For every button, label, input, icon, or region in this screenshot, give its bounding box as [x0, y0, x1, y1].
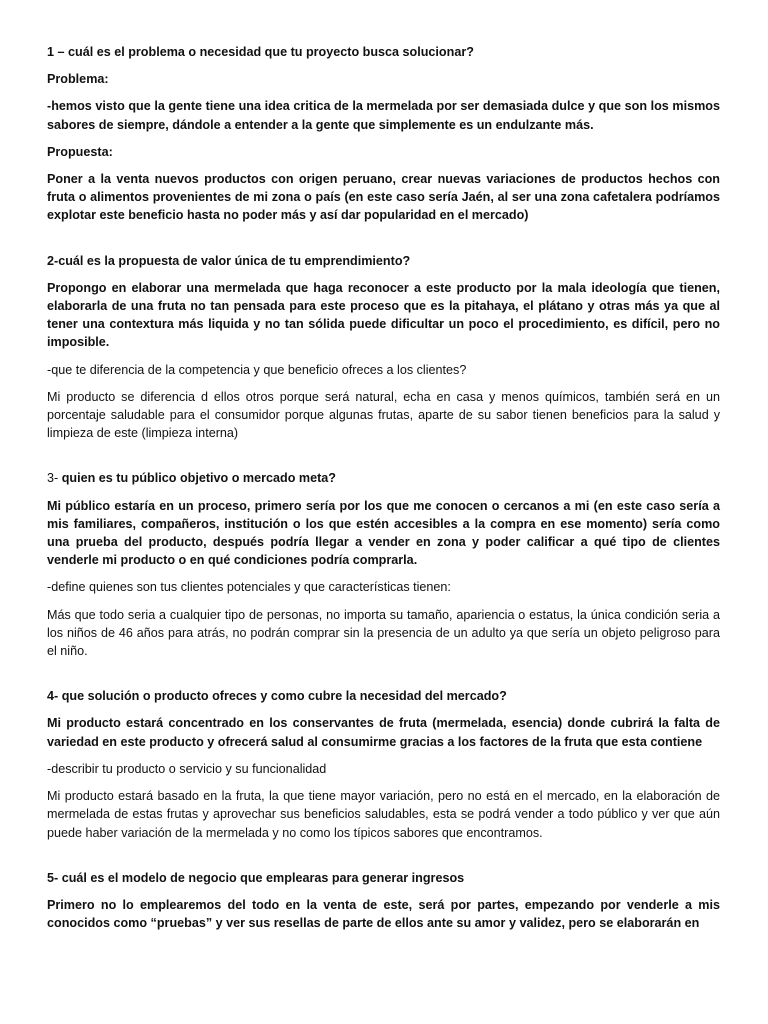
- question-1-heading: 1 – cuál es el problema o necesidad que tu proyecto busca solucionar?: [47, 45, 474, 59]
- question-4-subanswer: Mi producto estará basado en la fruta, la que tiene mayor variación, pero no está en el mercado, en la elaboración de mermelada de estas frutas y aprovechar sus beneficios saludables, esta se podrá vender a todo público y ver que aún puede haber variación de la mermelada y no como los típicos sabores que encontramos.: [47, 789, 720, 840]
- section-spacer: [47, 669, 720, 687]
- section-spacer: [47, 234, 720, 252]
- document-page: [47, 43, 720, 941]
- question-2-heading: 2-cuál es la propuesta de valor única de tu emprendimiento?: [47, 253, 411, 268]
- question-4-heading: 4- que solución o producto ofreces y como cubre la necesidad del mercado?: [47, 689, 507, 704]
- question-2-subquestion: -que te diferencia de la competencia y que beneficio ofreces a los clientes?: [47, 362, 467, 377]
- question-3-subanswer: Más que todo seria a cualquier tipo de personas, no importa su tamaño, apariencia o estatus, la única condición seria a los niños de 46 años para atrás, no podrán comprar sin la presencia de un adulto ya que sería un objeto peligroso para el niño.: [47, 607, 720, 659]
- question-3-answer: Mi público estaría en un proceso, primero sería por los que me conocen o cercanos a mi (en este caso sería a mis familiares, compañeros, institución o los que estén accesibles a la compra en ese momento) sería como una prueba del producto, después podría llegar a vender en zona y poder calificar a qué tipo de clientes venderle mi producto o en qué condiciones podría comprarla.: [47, 498, 720, 568]
- proposal-label: Propuesta:: [47, 144, 113, 159]
- section-spacer: [47, 451, 720, 469]
- problem-label: Problema:: [47, 72, 109, 87]
- proposal-text: Poner a la venta nuevos productos con origen peruano, crear nuevas variaciones de productos hechos con fruta o alimentos provenientes de mi zona o país (en este caso sería Jaén, al ser una zona cafetalera podríamos explotar este beneficio hasta no poder más y así dar popularidad en el mercado): [47, 172, 720, 223]
- question-5-answer: Primero no lo emplearemos del todo en la venta de este, será por partes, empezando por venderle a mis conocidos como “pruebas” y ver sus resellas de parte de ellos ante su amor y validez, pero se elaborarán en: [47, 897, 720, 931]
- question-3-number: 3-: [47, 471, 59, 486]
- question-3-heading-text: quien es tu público objetivo o mercado meta?: [58, 471, 337, 486]
- question-3-subquestion: -define quienes son tus clientes potenciales y que características tienen:: [47, 580, 451, 595]
- question-2-subanswer: Mi producto se diferencia d ellos otros porque será natural, echa en casa y menos químicos, también será en un porcentaje saludable para el consumidor porque algunas frutas, aparte de su sabor tienen beneficios para la salud y limpieza de este (limpieza interna): [47, 389, 720, 441]
- question-4-answer: Mi producto estará concentrado en los conservantes de fruta (mermelada, esencia) donde cubrirá la falta de variedad en este producto y ofrecerá salud al consumirme gracias a los factores de la fruta que esta contiene: [47, 716, 720, 749]
- question-4-subquestion: -describir tu producto o servicio y su funcionalidad: [47, 761, 327, 776]
- section-spacer: [47, 851, 720, 869]
- problem-text: -hemos visto que la gente tiene una idea critica de la mermelada por ser demasiada dulce y que son los mismos sabores de siempre, dándole a entender a la gente que simplemente es un endulzante más.: [47, 99, 720, 132]
- question-3-heading: [47, 469, 720, 487]
- question-2-answer: Propongo en elaborar una mermelada que haga reconocer a este producto por la mala ideología que tienen, elaborarla de una fruta no tan pensada para este proceso que es la pitahaya, el plátano y otras más ya que al tener una contextura más liquida y no tan sólida puede dificultar un poco el procedimiento, es difícil, pero no imposible.: [47, 280, 720, 350]
- question-5-heading: 5- cuál es el modelo de negocio que emplearas para generar ingresos: [47, 870, 465, 885]
